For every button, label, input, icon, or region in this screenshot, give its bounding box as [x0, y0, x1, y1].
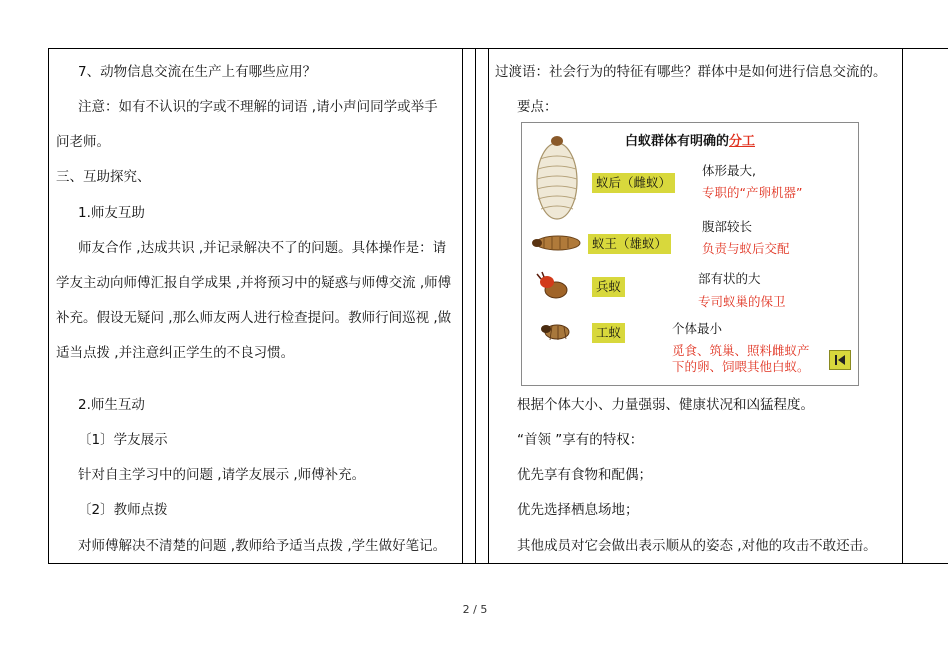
ranking-criteria: 根据个体大小、力量强弱、健康状况和凶猛程度。: [517, 397, 814, 413]
column-divider: [462, 48, 463, 564]
queen-label: 蚁后（雌蚁）: [592, 173, 675, 193]
paragraph-line: 适当点拨 ,并注意纠正学生的不良习惯。: [56, 345, 295, 361]
paragraph-line: 师友合作 ,达成共识 ,并记录解决不了的问题。具体操作是：请: [78, 240, 447, 256]
worker-role-cont: 下的卵、饲喂其他白蚁。: [672, 359, 810, 374]
worker-desc: 个体最小: [672, 321, 723, 336]
item-student-show: 〔1〕学友展示: [78, 432, 168, 448]
worker-termite-image: [538, 319, 572, 343]
table-bottom-border: [48, 563, 948, 564]
column-divider: [902, 48, 903, 564]
king-role: 负责与蚁后交配: [702, 241, 790, 256]
item-teacher-guide: 〔2〕教师点拨: [78, 502, 168, 518]
paragraph-line: 学友主动向师傅汇报自学成果 ,并将预习中的疑惑与师傅交流 ,师傅: [56, 275, 452, 291]
key-points-label: 要点：: [517, 99, 558, 115]
skip-back-icon: [830, 351, 850, 369]
column-divider: [488, 48, 489, 564]
page-number: 2 / 5: [462, 603, 488, 616]
king-desc: 腹部较长: [702, 219, 753, 234]
paragraph-line: 对师傅解决不清楚的问题 ,教师给予适当点拨 ,学生做好笔记。: [78, 538, 447, 554]
table-top-border: [48, 48, 948, 49]
subheading-teacher-student: 2.师生互动: [78, 397, 145, 413]
queen-termite-image: [528, 131, 584, 223]
column-divider: [475, 48, 476, 564]
soldier-desc: 部有状的大: [698, 271, 761, 286]
termite-division-figure: [521, 122, 859, 386]
note-text-cont: 问老师。: [56, 134, 110, 150]
section-heading: 三、互助探究、: [56, 169, 151, 185]
back-nav-button[interactable]: [829, 350, 851, 370]
soldier-termite-image: [536, 271, 570, 301]
transition-text: 过渡语：社会行为的特征有哪些？群体中是如何进行信息交流的。: [495, 64, 887, 80]
soldier-role: 专司蚁巢的保卫: [698, 294, 786, 309]
note-text: 注意：如有不认识的字或不理解的词语 ,请小声问同学或举手: [78, 99, 438, 115]
worker-label: 工蚁: [592, 323, 625, 343]
subheading-peer-help: 1.师友互助: [78, 205, 145, 221]
privilege-item: 其他成员对它会做出表示顺从的姿态 ,对他的攻击不敢还击。: [517, 538, 877, 554]
paragraph-line: 补充。假设无疑问 ,那么师友两人进行检查提问。教师行间巡视 ,做: [56, 310, 452, 326]
paragraph-line: 针对自主学习中的问题 ,请学友展示 ,师傅补充。: [78, 467, 366, 483]
privilege-item: 优先选择栖息场地；: [517, 502, 639, 518]
question-7: 7、动物信息交流在生产上有哪些应用？: [78, 64, 317, 80]
king-label: 蚁王（雄蚁）: [588, 234, 671, 254]
king-termite-image: [530, 229, 584, 255]
table-left-border: [48, 48, 49, 564]
queen-desc: 体形最大,: [702, 163, 756, 178]
figure-title: 白蚁群体有明确的分工: [624, 134, 756, 149]
worker-role: 觅食、筑巢、照料雌蚁产: [672, 343, 810, 358]
queen-role: 专职的“产卵机器”: [702, 185, 803, 200]
leader-privileges: “首领 ”享有的特权：: [517, 432, 644, 448]
privilege-item: 优先享有食物和配偶；: [517, 467, 652, 483]
soldier-label: 兵蚁: [592, 277, 625, 297]
